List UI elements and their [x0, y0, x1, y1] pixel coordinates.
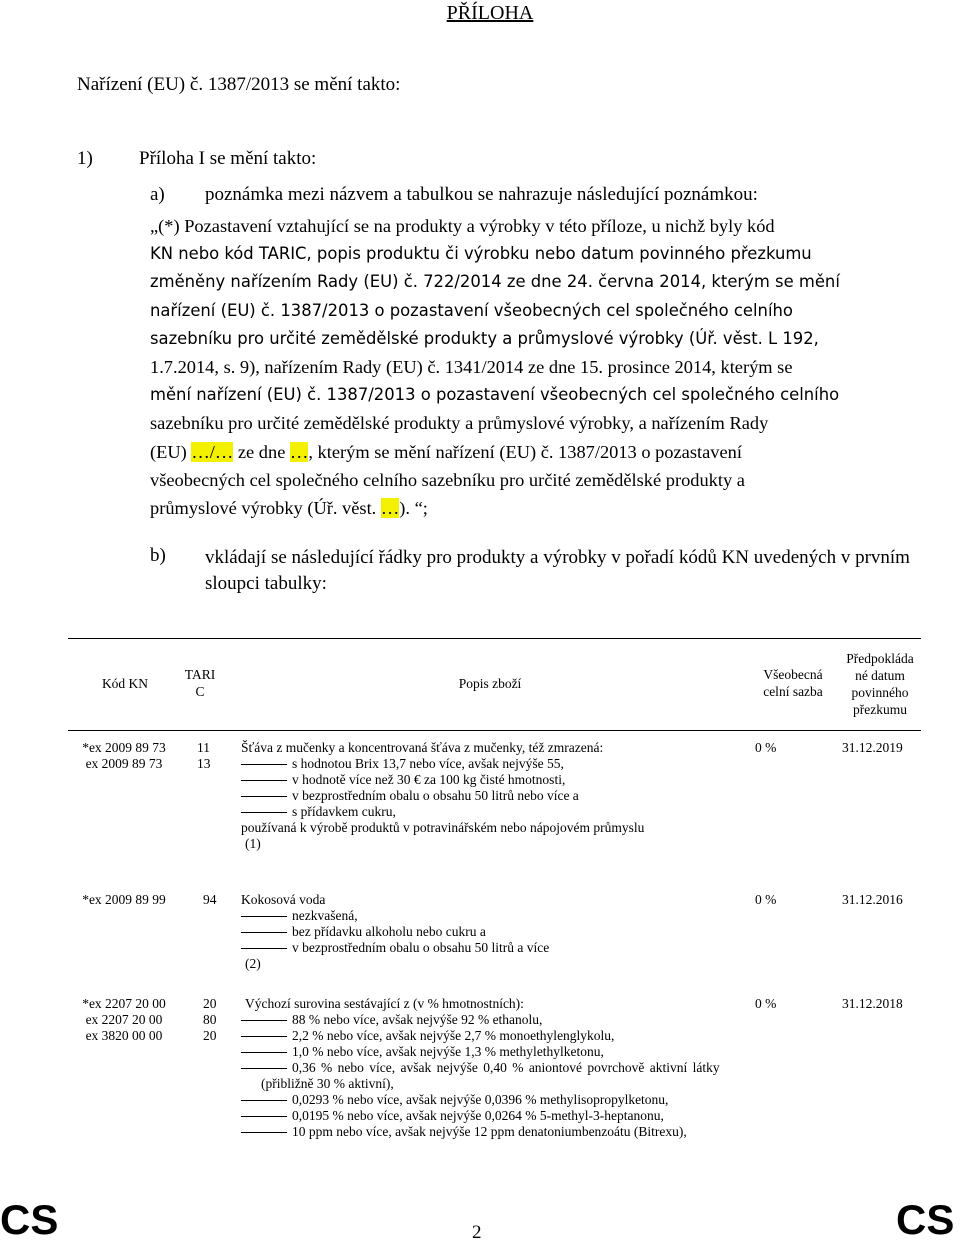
table-header-border	[68, 730, 921, 731]
desc-item-text: nezkvašená,	[292, 908, 358, 923]
desc-item	[241, 1092, 721, 1108]
kn-code: *ex 2009 89 73	[82, 740, 166, 755]
highlight-placeholder: …	[289, 441, 309, 462]
desc-item-text: 1,0 % nebo více, avšak nejvýše 1,3 % methylethylketonu,	[292, 1044, 604, 1059]
row-taric	[197, 740, 227, 772]
desc-item	[241, 924, 741, 940]
note-line: 1.7.2014, s. 9), nařízením Rady (EU) č. 1341/2014 ze dne 15. prosince 2014, kterým se	[150, 357, 793, 378]
highlight-placeholder: …	[380, 498, 400, 519]
note-text: , kterým se mění nařízení (EU) č. 1387/2013 o pozastavení	[308, 441, 742, 462]
dash-icon	[241, 1116, 287, 1117]
header-duty-line: Všeobecná	[763, 667, 823, 682]
header-review-line: povinného	[851, 685, 909, 700]
kn-code: ex 3820 00 00	[85, 1028, 163, 1043]
desc-item-text: 2,2 % nebo více, avšak nejvýše 2,7 % monoethylenglykolu,	[292, 1028, 615, 1043]
desc-item	[241, 1012, 721, 1028]
desc-item	[241, 1124, 721, 1140]
taric-code: 80	[203, 1012, 217, 1027]
intro-text: Nařízení (EU) č. 1387/2013 se mění takto:	[77, 74, 401, 95]
note-text: ). “;	[399, 498, 428, 519]
note-line: KN nebo kód TARIC, popis produktu či výrobku nebo datum povinného přezkumu	[150, 244, 812, 264]
duty-rate: 0 %	[755, 996, 777, 1011]
footnote-ref: (2)	[245, 956, 261, 971]
dash-icon	[241, 796, 287, 797]
dash-icon	[241, 916, 287, 917]
footer-language-left: CS	[0, 1196, 59, 1243]
row-kn	[68, 996, 180, 1044]
row-desc	[241, 740, 741, 852]
header-review-line: Předpokláda	[846, 651, 914, 666]
duty-rate: 0 %	[755, 892, 777, 907]
desc-item	[241, 804, 741, 820]
note-line: sazebníku pro určité zemědělské produkty a průmyslové výrobky, a nařízením Rady	[150, 413, 769, 434]
desc-item-text: v bezprostředním obalu o obsahu 50 litrů a více	[292, 940, 550, 955]
desc-item	[241, 788, 741, 804]
review-date: 31.12.2016	[842, 892, 903, 907]
desc-item-text: 0,0195 % nebo více, avšak nejvýše 0,0264 % 5-methyl-3-heptanonu,	[292, 1108, 664, 1123]
note-line: všeobecných cel společného celního sazebníku pro určité zemědělské produkty a	[150, 469, 745, 490]
note-line	[150, 494, 914, 522]
desc-head: Výchozí surovina sestávající z (v % hmotnostních):	[245, 996, 524, 1011]
subitem-a-label: a)	[150, 184, 165, 205]
table-top-border	[68, 638, 921, 639]
taric-code: 11	[197, 740, 210, 755]
note-text: ze dne	[233, 441, 290, 462]
subitem-b-text: vkládají se následující řádky pro produkty a výrobky v pořadí kódů KN uvedených v prvním sloupci tabulky:	[205, 547, 910, 594]
footer-language-right: CS	[896, 1196, 955, 1243]
dash-icon	[241, 780, 287, 781]
header-duty-line: celní sazba	[763, 684, 823, 699]
note-text: průmyslové výrobky (Úř. věst.	[150, 498, 381, 519]
dash-icon	[241, 764, 287, 765]
page-title: PŘÍLOHA	[446, 2, 534, 24]
subitem-a-text: poznámka mezi názvem a tabulkou se nahrazuje následující poznámkou:	[205, 184, 758, 205]
header-review-line: né datum	[855, 668, 905, 683]
subitem-b-label: b)	[150, 545, 166, 566]
desc-item-text: s přídavkem cukru,	[292, 804, 396, 819]
desc-item	[241, 1044, 721, 1060]
row-kn	[68, 740, 180, 772]
row-kn	[68, 892, 180, 908]
taric-code: 20	[203, 1028, 217, 1043]
item-text: Příloha I se mění takto:	[139, 148, 317, 169]
note-line	[150, 438, 914, 466]
dash-icon	[241, 1052, 287, 1053]
desc-tail: používaná k výrobě produktů v potravinářském nebo nápojovém průmyslu	[241, 820, 645, 835]
desc-item-text: 10 ppm nebo více, avšak nejvýše 12 ppm denatoniumbenzoátu (Bitrexu),	[292, 1124, 687, 1139]
dash-icon	[241, 932, 287, 933]
dash-icon	[241, 1132, 287, 1133]
item-number: 1)	[77, 148, 93, 169]
note-line: změněny nařízením Rady (EU) č. 722/2014 ze dne 24. června 2014, kterým se mění	[150, 272, 840, 292]
kn-code: ex 2207 20 00	[85, 1012, 163, 1027]
header-desc: Popis zboží	[458, 676, 522, 691]
note-line: mění nařízení (EU) č. 1387/2013 o pozastavení všeobecných cel společného celního	[150, 385, 840, 405]
desc-item-continuation: (přibližně 30 % aktivní),	[261, 1076, 394, 1091]
highlight-placeholder: …/…	[191, 441, 234, 462]
header-kn: Kód KN	[101, 676, 149, 691]
kn-code: *ex 2009 89 99	[82, 892, 166, 907]
note-line: „(*) Pozastavení vztahující se na produkty a výrobky v této příloze, u nichž byly kód	[150, 216, 775, 236]
taric-code: 13	[197, 756, 211, 771]
note-text: (EU)	[150, 441, 192, 462]
desc-item-text: v hodnotě více než 30 € za 100 kg čisté hmotnosti,	[292, 772, 566, 787]
row-taric	[203, 892, 233, 908]
desc-item	[241, 756, 741, 772]
desc-item-text: 0,36 % nebo více, avšak nejvýše 0,40 % aniontové povrchově aktivní látky	[292, 1060, 720, 1075]
replacement-note	[150, 212, 914, 522]
header-review-line: přezkumu	[853, 702, 907, 717]
dash-icon	[241, 812, 287, 813]
row-desc	[241, 996, 721, 1140]
desc-head: Šťáva z mučenky a koncentrovaná šťáva z mučenky, též zmrazená:	[241, 740, 604, 755]
dash-icon	[241, 1100, 287, 1101]
taric-code: 20	[203, 996, 217, 1011]
dash-icon	[241, 1068, 287, 1069]
dash-icon	[241, 1020, 287, 1021]
desc-item-text: s hodnotou Brix 13,7 nebo více, avšak nejvýše 55,	[292, 756, 564, 771]
desc-item-text: 88 % nebo více, avšak nejvýše 92 % ethanolu,	[292, 1012, 543, 1027]
note-line: nařízení (EU) č. 1387/2013 o pozastavení všeobecných cel společného celního	[150, 300, 793, 320]
desc-item	[241, 1028, 721, 1044]
desc-item	[241, 1108, 721, 1124]
desc-item-text: v bezprostředním obalu o obsahu 50 litrů nebo více a	[292, 788, 579, 803]
kn-code: ex 2009 89 73	[85, 756, 163, 771]
header-taric-line: C	[195, 684, 205, 699]
kn-code: *ex 2207 20 00	[82, 996, 166, 1011]
header-review	[836, 650, 924, 718]
header-duty	[752, 666, 834, 700]
duty-rate: 0 %	[755, 740, 777, 755]
review-date: 31.12.2019	[842, 740, 903, 755]
dash-icon	[241, 1036, 287, 1037]
desc-item-text: 0,0293 % nebo více, avšak nejvýše 0,0396 % methylisopropylketonu,	[292, 1092, 669, 1107]
desc-item	[241, 940, 741, 956]
desc-item	[241, 908, 741, 924]
desc-head: Kokosová voda	[241, 892, 326, 907]
footnote-ref: (1)	[245, 836, 261, 851]
header-taric-line: TARI	[184, 667, 216, 682]
desc-item	[241, 772, 741, 788]
header-taric	[180, 666, 220, 700]
page-number: 2	[472, 1222, 482, 1243]
row-taric	[203, 996, 233, 1044]
review-date: 31.12.2018	[842, 996, 903, 1011]
dash-icon	[241, 948, 287, 949]
row-desc	[241, 892, 741, 972]
desc-item-text: bez přídavku alkoholu nebo cukru a	[292, 924, 486, 939]
taric-code: 94	[203, 892, 217, 907]
note-line: sazebníku pro určité zemědělské produkty a průmyslové výrobky (Úř. věst. L 192,	[150, 328, 819, 348]
desc-item	[241, 1060, 721, 1076]
